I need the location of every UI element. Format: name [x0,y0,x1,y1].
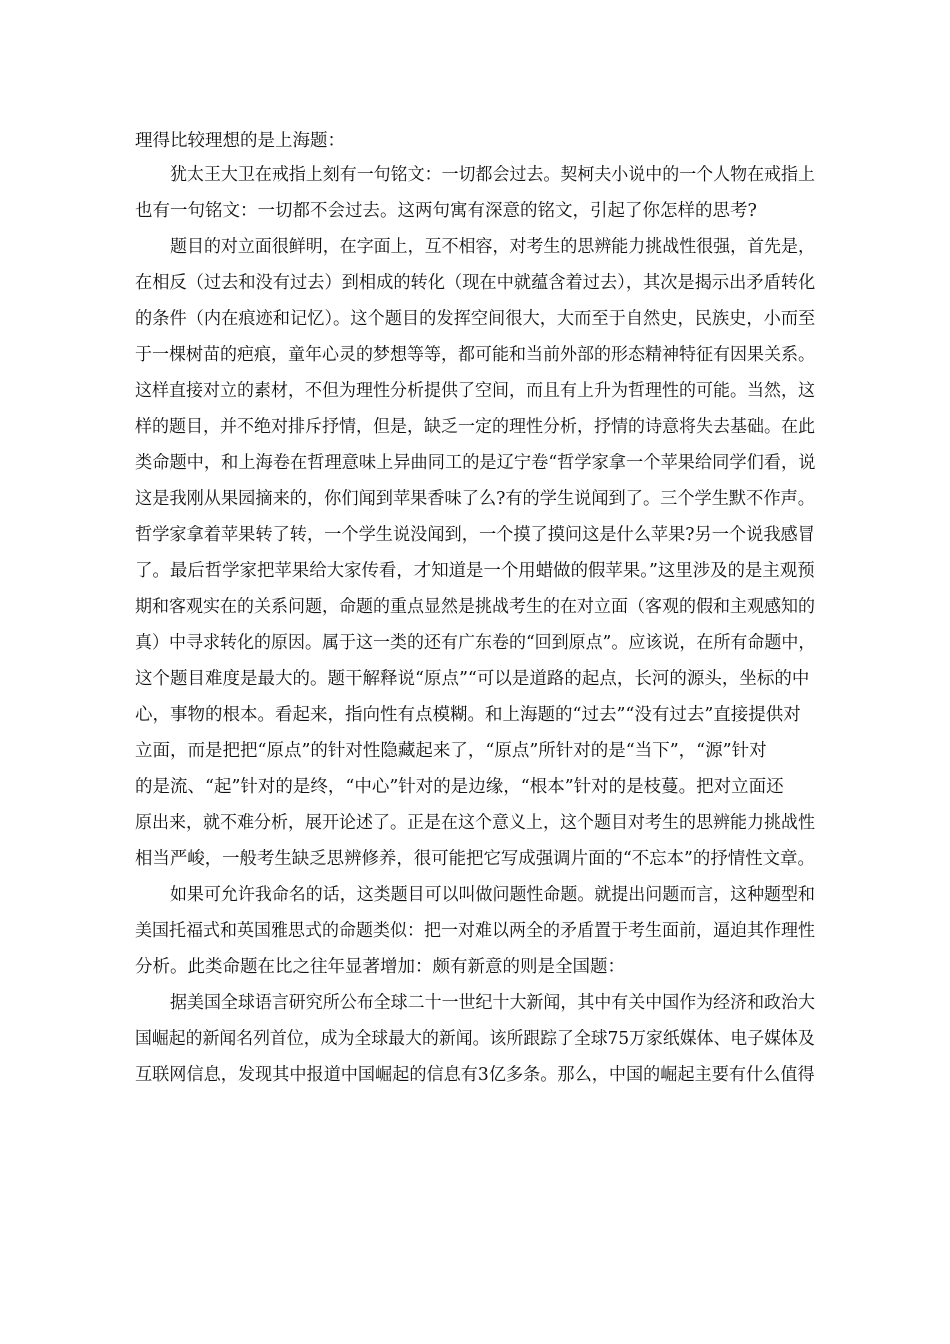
text-line: 这个题目难度是最大的。题干解释说“原点”“可以是道路的起点，长河的源头，坐标的中 [135,669,810,689]
text-line: 理得比较理想的是上海题： [135,131,345,151]
text-line: 相当严峻，一般考生缺乏思辨修养，很可能把它写成强调片面的“不忘本”的抒情性文章。 [135,849,815,869]
text-line: 心，事物的根本。看起来，指向性有点模糊。和上海题的“过去”“没有过去”直接提供对 [135,705,801,725]
text-line: 的是流、“起”针对的是终，“中心”针对的是边缘，“根本”针对的是枝蔓。把对立面还 [135,777,784,797]
text-line: 原出来，就不难分析，展开论述了。正是在这个意义上，这个题目对考生的思辨能力挑战性 [135,813,815,833]
text-line: 在相反（过去和没有过去）到相成的转化（现在中就蕴含着过去），其次是揭示出矛盾转化 [135,273,816,293]
text-line: 互联网信息，发现其中报道中国崛起的信息有3亿多条。那么，中国的崛起主要有什么值得 [135,1065,815,1085]
text-line: 国崛起的新闻名列首位，成为全球最大的新闻。该所跟踪了全球75万家纸媒体、电子媒体及 [135,1029,815,1049]
text-line: 了。最后哲学家把苹果给大家传看，才知道是一个用蜡做的假苹果。”这里涉及的是主观预 [135,561,815,581]
text-line: 分析。此类命题在比之往年显著增加：颇有新意的则是全国题： [135,957,625,977]
text-line: 这是我刚从果园摘来的，你们闻到苹果香味了么?有的学生说闻到了。三个学生默不作声。 [135,489,815,509]
text-line: 期和客观实在的关系问题，命题的重点显然是挑战考生的在对立面（客观的假和主观感知的 [135,597,815,617]
text-line: 立面，而是把把“原点”的针对性隐藏起来了，“原点”所针对的是“当下”，“源”针对 [135,741,767,761]
text-line: 这样直接对立的素材，不但为理性分析提供了空间，而且有上升为哲理性的可能。当然，这 [135,381,815,401]
text-line: 美国托福式和英国雅思式的命题类似：把一对难以两全的矛盾置于考生面前，逼迫其作理性 [135,921,815,941]
text-line: 也有一句铭文：一切都不会过去。这两句寓有深意的铭文，引起了你怎样的思考? [135,201,757,221]
text-line: 于一棵树苗的疤痕，童年心灵的梦想等等，都可能和当前外部的形态精神特征有因果关系。 [135,345,815,365]
text-line: 据美国全球语言研究所公布全球二十一世纪十大新闻，其中有关中国作为经济和政治大 [170,993,815,1013]
text-line: 真）中寻求转化的原因。属于这一类的还有广东卷的“回到原点”。应该说，在所有命题中， [135,633,816,653]
text-line: 如果可允许我命名的话，这类题目可以叫做问题性命题。就提出问题而言，这种题型和 [170,885,815,905]
text-line: 题目的对立面很鲜明，在字面上，互不相容，对考生的思辨能力挑战性很强，首先是， [170,237,815,257]
text-line: 类命题中，和上海卷在哲理意味上异曲同工的是辽宁卷“哲学家拿一个苹果给同学们看，说 [135,453,816,473]
text-line: 哲学家拿着苹果转了转，一个学生说没闻到，一个摸了摸问这是什么苹果?另一个说我感冒 [135,525,815,545]
text-line: 犹太王大卫在戒指上刻有一句铭文：一切都会过去。契柯夫小说中的一个人物在戒指上 [170,165,815,185]
text-line: 的条件（内在痕迹和记忆）。这个题目的发挥空间很大，大而至于自然史，民族史，小而至 [135,309,816,329]
text-line: 样的题目，并不绝对排斥抒情，但是，缺乏一定的理性分析，抒情的诗意将失去基础。在此 [135,417,815,437]
